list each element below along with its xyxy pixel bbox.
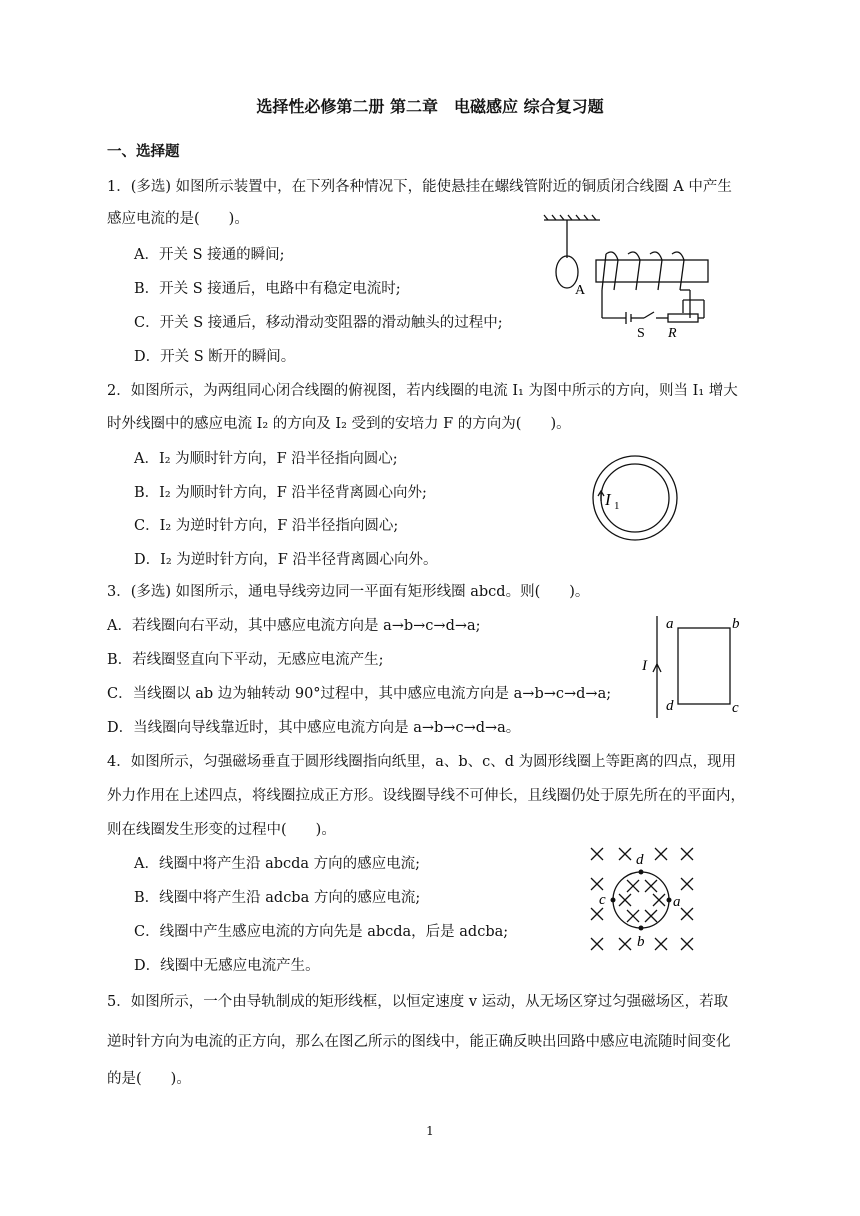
field-cross-mark: [627, 910, 639, 922]
q1-option-c: C．开关 S 接通后，移动滑动变阻器的滑动触头的过程中;: [134, 315, 503, 331]
q1-label-rheostat-r: R: [668, 326, 677, 340]
field-cross-mark: [645, 880, 657, 892]
field-cross-mark: [681, 938, 693, 950]
q3-label-c: c: [732, 700, 739, 716]
q1-stem-line1: 1．(多选) 如图所示装置中，在下列各种情况下，能使悬挂在螺线管附近的铜质闭合线圈 A 中产生: [107, 179, 732, 195]
q3-stem-line1: 3．(多选) 如图所示，通电导线旁边同一平面有矩形线圈 abcd。则( )。: [107, 584, 590, 600]
field-cross-mark: [681, 848, 693, 860]
q5-stem-line3: 的是( )。: [107, 1071, 191, 1087]
q2-label-subscript: 1: [614, 500, 620, 512]
field-cross-mark: [655, 938, 667, 950]
q4-stem-line1: 4．如图所示，匀强磁场垂直于圆形线圈指向纸里，a、b、c、d 为圆形线圈上等距离的四点，现用: [107, 754, 737, 770]
field-cross-mark: [645, 910, 657, 922]
q3-label-b: b: [732, 616, 740, 632]
q4-label-a: a: [673, 894, 681, 910]
q2-stem-line1: 2．如图所示，为两组同心闭合线圈的俯视图，若内线圈的电流 I₁ 为图中所示的方向，则当 I₁ 增大: [107, 383, 738, 399]
q3-option-c: C．当线圈以 ab 边为轴转动 90°过程中，其中感应电流方向是 a→b→c→d→a;: [107, 686, 612, 702]
q2-option-a: A．I₂ 为顺时针方向，F 沿半径指向圆心;: [134, 451, 398, 467]
field-cross-mark: [591, 908, 603, 920]
q1-option-a: A．开关 S 接通的瞬间;: [134, 247, 285, 263]
q5-stem-line2: 逆时针方向为电流的正方向，那么在图乙所示的图线中，能正确反映出回路中感应电流随时间变化: [107, 1034, 731, 1050]
q3-label-current: I: [642, 658, 647, 674]
field-cross-mark: [591, 878, 603, 890]
field-cross-mark: [627, 880, 639, 892]
page-number: 1: [426, 1124, 434, 1138]
q4-option-a: A．线圈中将产生沿 abcda 方向的感应电流;: [134, 856, 421, 872]
field-cross-mark: [655, 848, 667, 860]
q4-label-d: d: [636, 852, 644, 868]
q1-label-coil-a: A: [575, 283, 586, 298]
section-heading: 一、选择题: [107, 144, 180, 160]
q5-stem-line1: 5．如图所示，一个由导轨制成的矩形线框，以恒定速度 v 运动，从无场区穿过匀强磁场区，若取: [107, 994, 729, 1010]
q4-stem-line3: 则在线圈发生形变的过程中( )。: [107, 822, 336, 838]
q2-label-i: I: [605, 490, 611, 509]
q1-option-b: B．开关 S 接通后，电路中有稳定电流时;: [134, 281, 401, 297]
field-cross-mark: [653, 894, 665, 906]
q4-stem-line2: 外力作用在上述四点，将线圈拉成正方形。设线圈导线不可伸长，且线圈仍处于原先所在的平面内，: [107, 788, 745, 804]
q1-solenoid-figure: [540, 214, 720, 340]
q2-concentric-coils-figure: [590, 453, 680, 543]
field-cross-mark: [681, 908, 693, 920]
q4-option-c: C．线圈中产生感应电流的方向先是 abcda，后是 adcba;: [134, 924, 509, 940]
q3-wire-loop-figure: [640, 612, 750, 722]
field-cross-mark: [681, 878, 693, 890]
field-cross-mark: [619, 938, 631, 950]
q4-label-c: c: [599, 892, 606, 908]
q2-option-b: B．I₂ 为顺时针方向，F 沿半径背离圆心向外;: [134, 485, 427, 501]
q1-label-switch-s: S: [637, 326, 645, 340]
q4-option-d: D．线圈中无感应电流产生。: [134, 958, 320, 974]
q3-label-d: d: [666, 698, 674, 714]
q4-magnetic-field-figure: [585, 840, 705, 960]
field-cross-mark: [591, 848, 603, 860]
q3-option-d: D．当线圈向导线靠近时，其中感应电流方向是 a→b→c→d→a。: [107, 720, 521, 736]
q2-stem-line2: 时外线圈中的感应电流 I₂ 的方向及 I₂ 受到的安培力 F 的方向为( )。: [107, 416, 571, 432]
q3-option-a: A．若线圈向右平动，其中感应电流方向是 a→b→c→d→a;: [107, 618, 481, 634]
q1-stem-line2: 感应电流的是( )。: [107, 211, 249, 227]
q3-label-a: a: [666, 616, 674, 632]
field-cross-mark: [591, 938, 603, 950]
q3-option-b: B．若线圈竖直向下平动，无感应电流产生;: [107, 652, 384, 668]
q4-label-b: b: [637, 934, 645, 950]
q1-option-d: D．开关 S 断开的瞬间。: [134, 349, 296, 365]
q2-option-c: C．I₂ 为逆时针方向，F 沿半径指向圆心;: [134, 518, 399, 534]
field-cross-mark: [619, 894, 631, 906]
field-cross-mark: [619, 848, 631, 860]
page-title: 选择性必修第二册 第二章 电磁感应 综合复习题: [256, 97, 604, 116]
q4-option-b: B．线圈中将产生沿 adcba 方向的感应电流;: [134, 890, 421, 906]
q2-option-d: D．I₂ 为逆时针方向，F 沿半径背离圆心向外。: [134, 552, 438, 568]
